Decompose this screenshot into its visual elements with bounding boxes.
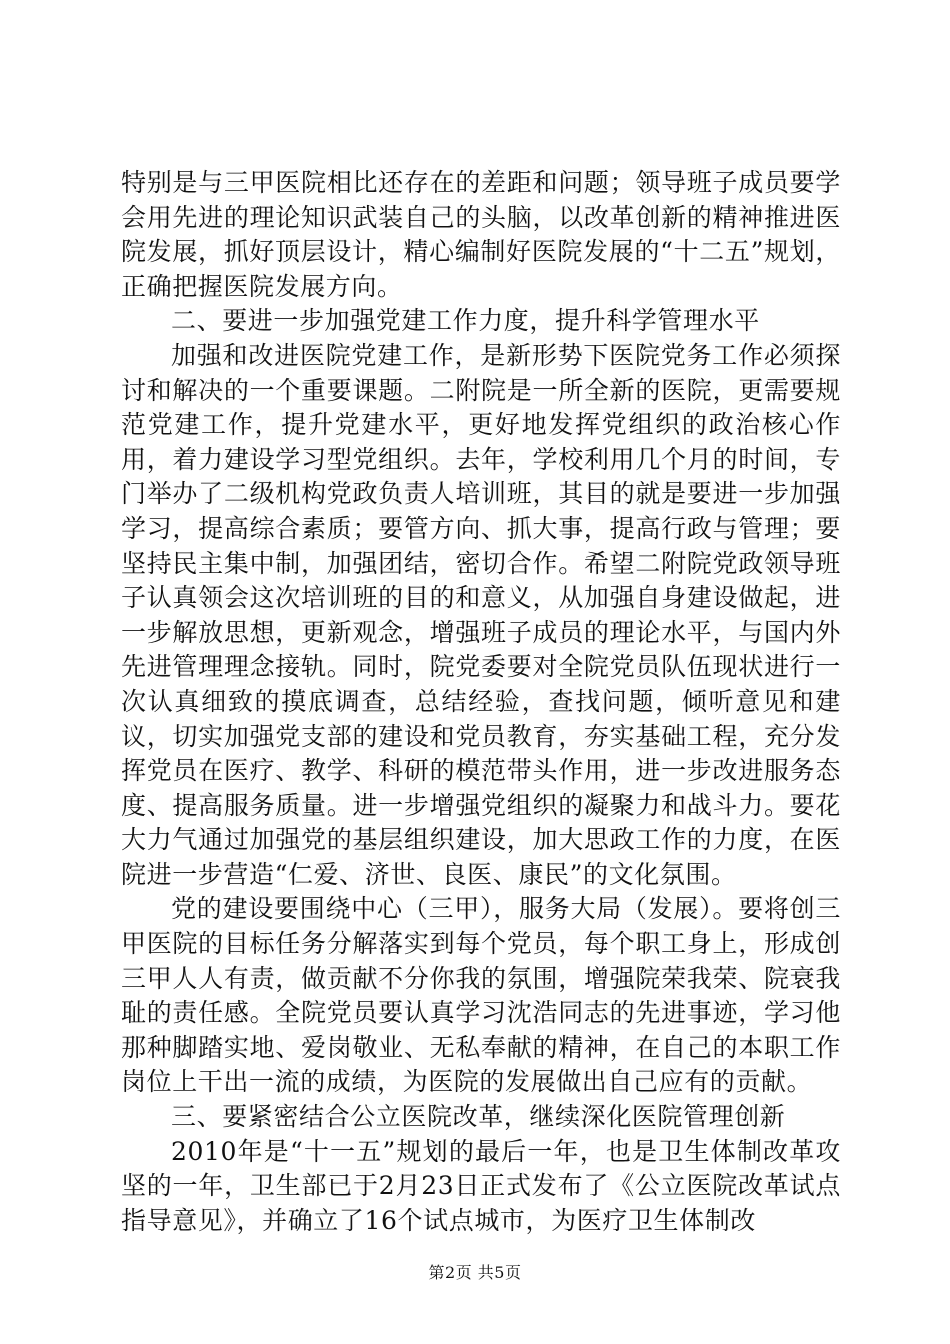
paragraph-party-center: 党的建设要围绕中心（三甲），服务大局（发展）。要将创三甲医院的目标任务分解落实到每个党员，每个职工身上，形成创三甲人人有责，做贡献不分你我的氛围，增强院荣我荣、院衰我耻的责任感。全院党员要认真学习沈浩同志的先进事迹，学习他那种脚踏实地、爱岗敬业、无私奉献的精神，在自己的本职工作岗位上干出一流的成绩，为医院的发展做出自己应有的贡献。 bbox=[121, 894, 841, 1097]
paragraph-party-building: 加强和改进医院党建工作，是新形势下医院党务工作必须探讨和解决的一个重要课题。二附院是一所全新的医院，更需要规范党建工作，提升党建水平，更好地发挥党组织的政治核心作用，着力建设学习型党组织。去年，学校利用几个月的时间，专门举办了二级机构党政负责人培训班，其目的就是要进一步加强学习，提高综合素质；要管方向、抓大事，提高行政与管理；要坚持民主集中制，加强团结，密切合作。希望二附院党政领导班子认真领会这次培训班的目的和意义，从加强自身建设做起，进一步解放思想，更新观念，增强班子成员的理论水平，与国内外先进管理理念接轨。同时，院党委要对全院党员队伍现状进行一次认真细致的摸底调查，总结经验，查找问题，倾听意见和建议，切实加强党支部的建设和党员教育，夯实基础工程，充分发挥党员在医疗、教学、科研的模范带头作用，进一步改进服务态度、提高服务质量。进一步增强党组织的凝聚力和战斗力。要花大力气通过加强党的基层组织建设，加大思政工作的力度，在医院进一步营造“仁爱、济世、良医、康民”的文化氛围。 bbox=[121, 340, 841, 889]
document-body bbox=[121, 166, 841, 1238]
paragraph-reform: 2010年是“十一五”规划的最后一年，也是卫生体制改革攻坚的一年，卫生部已于2月23日正式发布了《公立医院改革试点指导意见》，并确立了16个试点城市，为医疗卫生体制改 bbox=[121, 1136, 841, 1235]
section-heading-3: 三、要紧密结合公立医院改革，继续深化医院管理创新 bbox=[171, 1102, 786, 1132]
page-footer: 第2页 共5页 bbox=[428, 1263, 522, 1282]
section-heading-2: 二、要进一步加强党建工作力度，提升科学管理水平 bbox=[171, 306, 760, 336]
paragraph-continuation: 特别是与三甲医院相比还存在的差距和问题；领导班子成员要学会用先进的理论知识武装自己的头脑，以改革创新的精神推进医院发展，抓好顶层设计，精心编制好医院发展的“十二五”规划，正确把握医院发展方向。 bbox=[121, 168, 841, 301]
